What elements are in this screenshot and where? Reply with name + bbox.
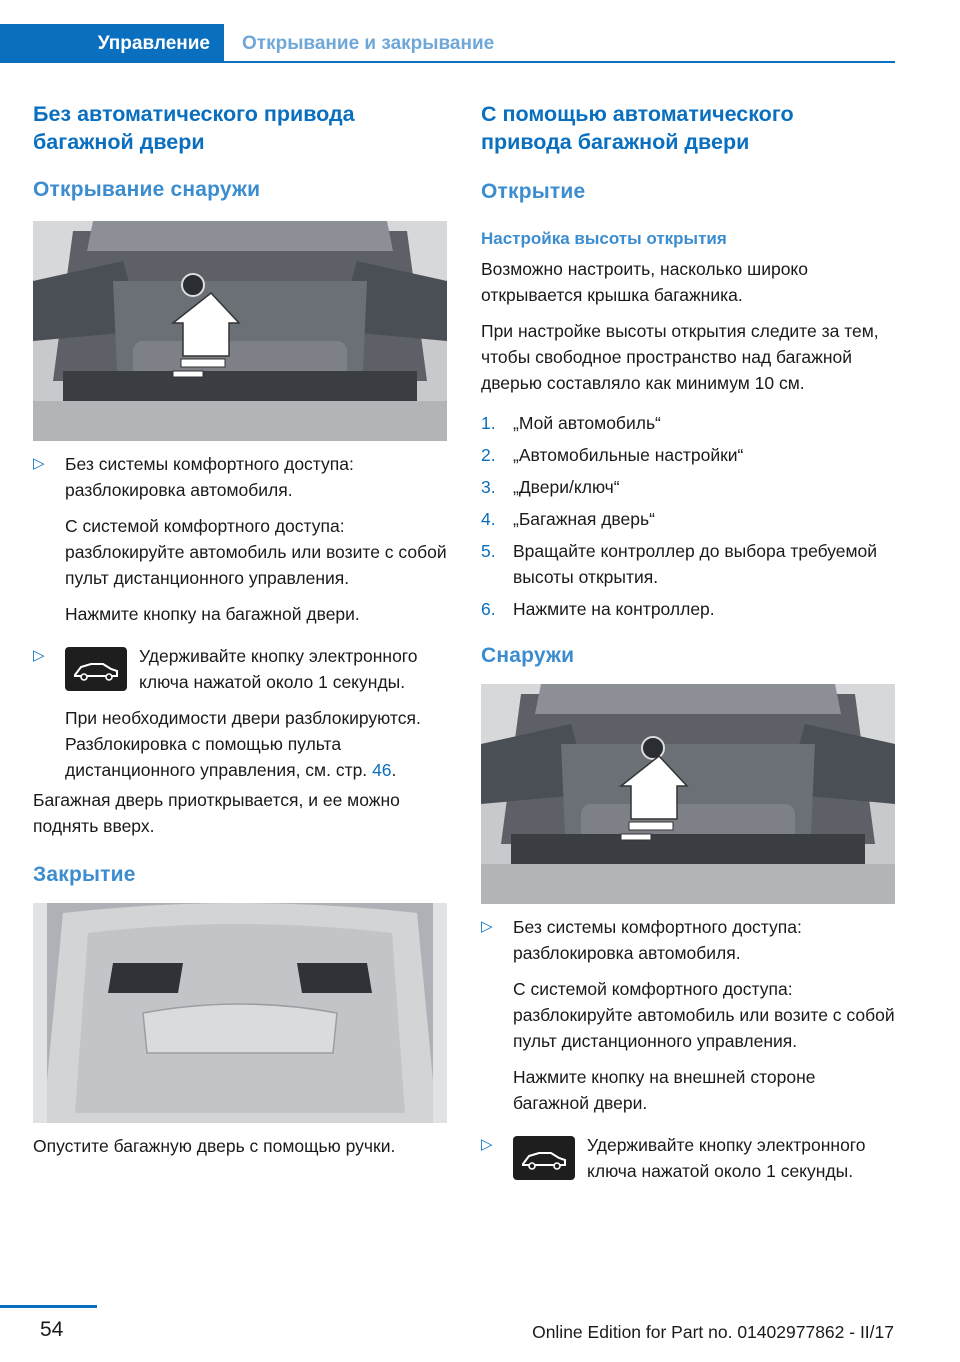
bullet-mark-icon: ▷: [33, 647, 45, 664]
left-para-after: Багажная дверь приоткрывается, и ее можно поднять вверх.: [33, 790, 400, 836]
car-trunk-icon: [513, 1136, 575, 1180]
left-subtitle-close: Закрытие: [33, 863, 136, 886]
right-bullet-1: [481, 914, 895, 1116]
page-header: [0, 24, 895, 64]
right-bullet-2: [481, 1132, 895, 1184]
step-item: 6. Нажмите на контроллер.: [481, 599, 715, 619]
tailgate-arrow-illustration: [33, 221, 447, 441]
step-item: 3. „Двери/ключ“: [481, 477, 620, 497]
right-bullet-1-line2: С системой комфортного доступа: разблокируйте автомобиль или возите с собой пульт дистанционного управления.: [513, 979, 895, 1051]
tab-section[interactable]: Открывание и закрывание: [242, 32, 495, 54]
step-item: 4. „Багажная дверь“: [481, 509, 655, 529]
right-bullet-1-line3: Нажмите кнопку на внешней стороне багажной двери.: [513, 1067, 816, 1113]
left-bullet-1-line3: Нажмите кнопку на багажной двери.: [65, 604, 360, 624]
step-item: 5. Вращайте контроллер до выбора требуемой высоты открытия.: [481, 541, 878, 587]
step-item: 1. „Мой автомобиль“: [481, 413, 661, 433]
left-close-caption: Опустите багажную дверь с помощью ручки.: [33, 1136, 396, 1156]
left-bullet-2-extra: При необходимости двери разблокируются. Разблокировка с помощью пульта дистанционного управления, см. стр. 46.: [65, 708, 421, 780]
car-trunk-icon: [65, 647, 127, 691]
page-ref-link[interactable]: 46: [372, 760, 392, 780]
right-column: [481, 100, 895, 1184]
bullet-mark-icon: ▷: [481, 918, 493, 935]
bullet-mark-icon: ▷: [481, 1136, 493, 1153]
edition-note: Online Edition for Part no. 01402977862 - II/17: [532, 1322, 894, 1342]
step-item: 2. „Автомобильные настройки“: [481, 445, 744, 465]
right-para-2: При настройке высоты открытия следите за тем, чтобы свободное пространство над багажной дверью составляло как минимум 10 см.: [481, 321, 879, 393]
left-bullet-1: [33, 451, 447, 627]
right-para-1: Возможно настроить, насколько широко открывается крышка багажника.: [481, 259, 809, 305]
tailgate-arrow-illustration: [481, 684, 895, 904]
tab-chapter[interactable]: Управление: [0, 24, 224, 63]
tailgate-interior-illustration: [33, 903, 447, 1123]
steps-list: [481, 410, 895, 622]
left-subtitle-open: Открывание снаружи: [33, 178, 261, 201]
bullet-mark-icon: ▷: [33, 455, 45, 472]
right-subtitle-outside: Снаружи: [481, 644, 575, 667]
left-bullet-1-line1: Без системы комфортного доступа: разблокировка автомобиля.: [65, 454, 354, 500]
page-number: 54: [40, 1318, 64, 1341]
right-subtitle-open: Открытие: [481, 180, 586, 203]
right-subheading: Настройка высоты открытия: [481, 229, 727, 248]
left-column: [33, 100, 447, 1159]
right-bullet-1-line1: Без системы комфортного доступа: разблокировка автомобиля.: [513, 917, 802, 963]
right-bullet-2-text: Удерживайте кнопку электронного ключа нажатой около 1 секунды.: [587, 1135, 866, 1181]
left-bullet-1-line2: С системой комфортного доступа: разблокируйте автомобиль или возите с собой пульт дистанционного управления.: [65, 516, 447, 588]
left-title: Без автоматического привода багажной двери: [33, 102, 355, 154]
left-bullet-2: [33, 643, 447, 783]
footer-rule: [0, 1305, 97, 1308]
left-bullet-2-text: Удерживайте кнопку электронного ключа нажатой около 1 секунды.: [139, 646, 418, 692]
right-title: С помощью автоматического привода багажной двери: [481, 102, 794, 154]
